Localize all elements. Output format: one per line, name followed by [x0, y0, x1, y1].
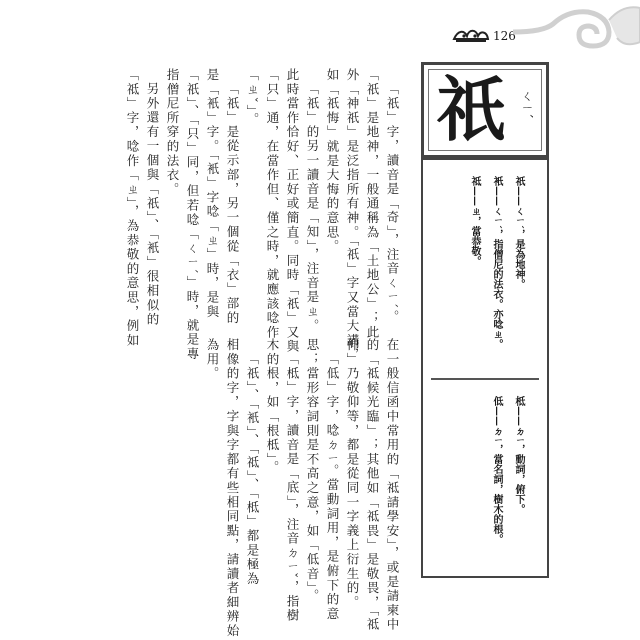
comparison-entry: 低——ㄉㄧ，當名詞，樹木的根。 [491, 396, 502, 544]
comparison-entry: 柢——ㄉㄧ，動詞，俯下。 [513, 396, 524, 514]
swirl-ornament-icon [513, 2, 640, 54]
text-column: 另外還有一個與「祇」、「衹」很相似的 [145, 82, 160, 327]
text-column: 「祇」、「衹」、「祗」、「柢」都是極為 [245, 352, 260, 587]
sidebar-divider [431, 378, 539, 380]
text-column: 仰」乃敬仰等，都是從同一字義上衍生的。 [345, 338, 360, 610]
comparison-group-1 [423, 160, 547, 368]
text-column: 的「祗候光臨」；其他如「祗畏」是敬畏，「祗 [365, 338, 380, 633]
comparison-entry: 祗——ㄓ，當恭敬。 [469, 176, 480, 266]
text-column: 如「祇悔」就是大悔的意思。 [325, 68, 340, 254]
text-column: 「柢」字，讀音是「底」，注音ㄉㄧˇ，指樹 [285, 352, 300, 623]
text-column: 「只」通，在當作但、僅之時，就應該唸作 [265, 68, 280, 340]
text-column: 「祗」字，唸作「ㄓ」，為恭敬的意思，例如 [125, 68, 140, 348]
text-column: 「祇」是地神，一般通稱為「土地公」；此 [365, 68, 380, 340]
comparison-entry: 衹——ㄑㄧˊ，指僧尼的法衣。亦唸ㄓ。 [491, 176, 502, 349]
page-number: 126 [493, 29, 516, 43]
text-column: 指僧尼所穿的法衣。 [165, 68, 180, 197]
comparison-sidebar [421, 158, 549, 578]
character-heading-box [421, 62, 549, 158]
text-column: 「祇」字，讀音是「奇」，注音ㄑㄧˊ。 [385, 82, 400, 325]
text-column: 「祇」是從示部，另一個從「衣」部的 [225, 82, 240, 326]
text-column: 「低」字，唸ㄉㄧ。當動詞用，是俯下的意 [325, 352, 340, 622]
text-column: 此時當作恰好、正好或簡直。同時「祇」又與 [285, 68, 300, 354]
text-column: 「祇」、「只」同，但若唸「ㄑㄧˊ」時，就是專 [185, 68, 200, 362]
text-column: 在一般信函中常用的「祗請學安」，或是請柬中 [385, 338, 400, 633]
text-column: 思；當形容詞則是不高之意，如「低音」。 [305, 338, 320, 604]
headword-character: 祇 [436, 68, 506, 151]
text-column: 「祇」的另一讀音是「知」，注音是ㄓ。 [305, 82, 320, 334]
text-column: 外「神祇」是泛指所有神。「祇」字又當大講， [345, 68, 360, 363]
text-column: 木的根，如「根柢」。 [265, 338, 280, 475]
text-column: 相像的字，字與字都有些相同點，請讀者細辨始 [225, 338, 240, 639]
headword-zhuyin: ㄑㄧˊ [518, 89, 533, 119]
comparison-entry: 祇——ㄑㄧˊ，是為地神。 [513, 176, 524, 289]
text-column: 是「衹」字。「衹」字唸「ㄓ」時，是與 [205, 68, 220, 320]
text-column: 「ㄓˇ」。 [245, 68, 260, 127]
cloud-ornament-icon [452, 24, 490, 44]
text-column: 為用。 [205, 338, 220, 381]
